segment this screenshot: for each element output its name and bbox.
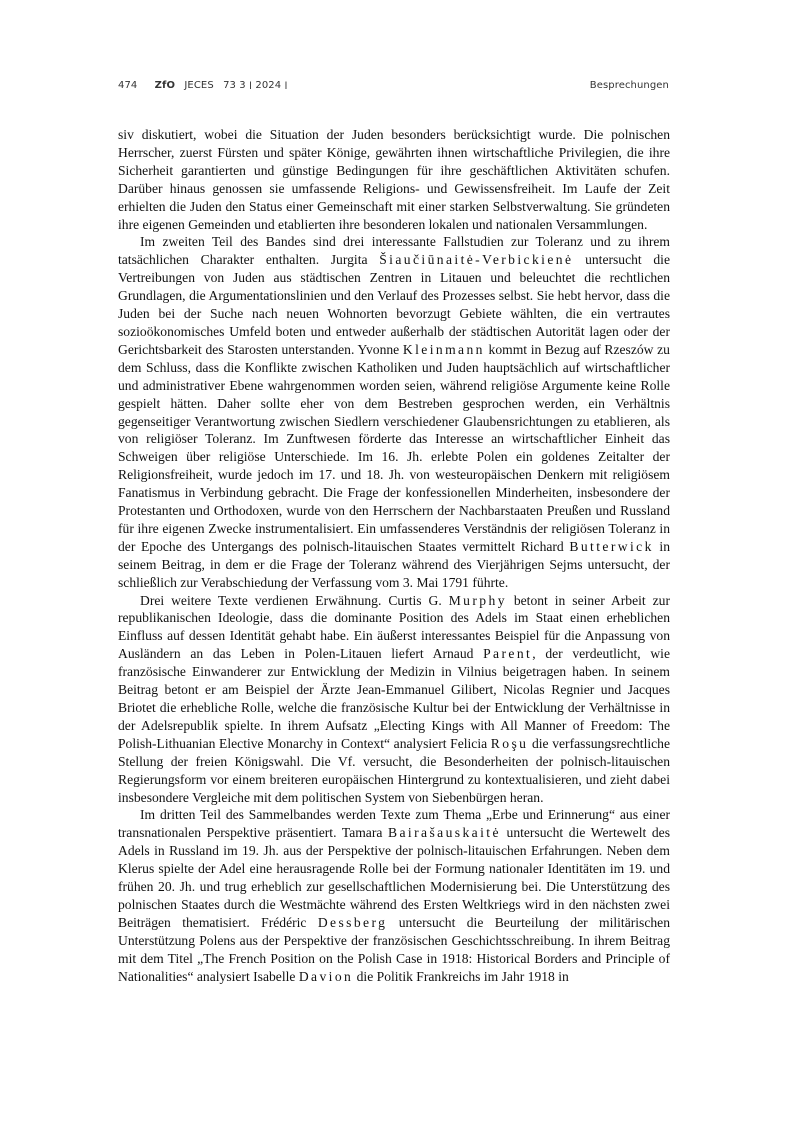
running-head bbox=[118, 77, 669, 93]
author-name: Murphy bbox=[448, 592, 507, 608]
body-text bbox=[118, 126, 670, 986]
section-title: Besprechungen bbox=[589, 79, 669, 91]
page-number: 474 bbox=[118, 79, 138, 91]
paragraph bbox=[118, 126, 670, 233]
text-run: die verfassungsrechtliche Stellung der freien Königswahl. Die Vf. versucht, die Besonderheiten der polnisch-litauischen Regierungsform vor einem breiteren europäischen Hintergrund zu kontextualisieren, und zieht dabei insbesondere Vergleiche mit dem politischen System von Siebenbürgen heran. bbox=[118, 735, 670, 805]
author-name: Dessberg bbox=[317, 914, 388, 930]
author-name: Roşu bbox=[490, 735, 529, 751]
running-head-left bbox=[118, 80, 294, 91]
text-run: , der verdeutlicht, wie französische Einwanderer zur Entwicklung der Medizin in Vilnius beigetragen haben. In seinem Beitrag betont er am Beispiel der Ärzte Jean-Emmanuel Gilibert, Nicolas Regnier und Jacques Briotet die erhebliche Rolle, welche die französische Kultur bei der Entwicklung der Verhältnisse in der Adelsrepublik spielte. In ihrem Aufsatz „Electing Kings with All Manner of Freedom: The Polish-Lithuanian Elective Monarchy in Context“ analysiert Felicia bbox=[118, 646, 670, 751]
text-run: untersucht die Vertreibungen von Juden aus städtischen Zentren in Litauen und beleuchtet die rechtlichen Grundlagen, die Argumentationslinien und den Verlauf des Prozesses selbst. Sie hebt hervor, dass die Juden bei der Suche nach neuen Wohnorten bevorzugt Gebiete wählten, die ein vertrautes sozioökonomisches Umfeld boten und entweder außerhalb der städtischen Autorität lagen oder der Gerichtsbarkeit des Starosten unterstanden. Yvonne bbox=[118, 252, 670, 357]
paragraph bbox=[118, 806, 670, 985]
text-run: siv diskutiert, wobei die Situation der Juden besonders berücksichtigt wurde. Die polnischen Herrscher, zuerst Fürsten und später Könige, gewährten ihnen wirtschaftliche Privilegien, die ihre Sicherheit garantierten und günstige Bedingungen für ihre geschäftlichen Aktivitäten schufen. Darüber hinaus genossen sie umfassende Religions- und Gewissensfreiheit. Im Laufe der Zeit erhielten die Juden den Status einer Gemeinschaft mit einer starken Selbstverwaltung. Sie gründeten ihre eigenen Gemeinden und etablierten ihre besonderen lokalen und nationalen Versammlungen. bbox=[118, 127, 670, 232]
paragraph bbox=[118, 233, 670, 591]
volume-issue: 73 ׀ 2024 ׀ 3 bbox=[223, 79, 288, 91]
author-name: Bairašauskaitė bbox=[388, 825, 501, 841]
text-run: Im zweiten Teil des Bandes sind drei interessante Fallstudien zur Toleranz und zu ihrem tatsächlichen Charakter enthalten. Jurgita bbox=[118, 234, 670, 268]
journal-name: ZfO bbox=[154, 79, 176, 91]
text-run: Im dritten Teil des Sammelbandes werden Texte zum Thema „Erbe und Erinnerung“ aus einer transnationalen Perspektive präsentiert. Tamara bbox=[118, 807, 670, 841]
author-name: Butterwick bbox=[569, 538, 654, 554]
author-name: Kleinmann bbox=[402, 341, 485, 357]
text-run: in seinem Beitrag, in dem er die Frage der Toleranz während des Vierjährigen Sejms untersucht, der schließlich zur Verabschiedung der Verfassung vom 3. Mai 1791 führte. bbox=[118, 538, 670, 590]
text-run: betont in seiner Arbeit zur republikanischen Ideologie, dass die dominante Position des Adels im Staat einen erheblichen Einfluss auf dessen Identität gehabt habe. Ein äußerst interessantes Beispiel für die Anpassung von Ausländern an das Leben in Polen-Litauen liefert Arnaud bbox=[118, 592, 671, 662]
text-run: die Politik Frankreichs im Jahr 1918 in bbox=[353, 968, 569, 984]
text-run: Drei weitere Texte verdienen Erwähnung. Curtis G. bbox=[140, 592, 449, 608]
paragraph bbox=[118, 592, 670, 807]
author-name: Parent bbox=[483, 646, 533, 662]
author-name: Šiaučiūnaitė-Verbickienė bbox=[379, 252, 574, 268]
text-run: untersucht die Wertewelt des Adels in Russland im 19. Jh. aus der Perspektive der polnisch-litauischen Erfahrungen. Neben dem Klerus spielte der Adel eine herausragende Rolle bei der Formung nationaler Identitäten im 19. und frühen 20. Jh. und trug erheblich zur gesellschaftlichen Modernisierung bei. Die Unterstützung des polnischen Staates durch die Westmächte während des Ersten Weltkriegs wird in den nächsten zwei Beiträgen thematisiert. Frédéric bbox=[118, 825, 671, 930]
journal-subtitle: JECES bbox=[184, 79, 214, 91]
author-name: Davion bbox=[298, 968, 354, 984]
text-run: kommt in Bezug auf Rzeszów zu dem Schluss, dass die Konflikte zwischen Katholiken und Juden hauptsächlich auf wirtschaftlicher und administrativer Ebene wahrgenommen worden seien, während religiöse Argumente keine Rolle gespielt hätten. Daher sollte eher von dem Bestreben gesprochen werden, ein Verhältnis gegenseitiger Verantwortung zwischen Siedlern verschiedener Glaubensrichtungen zu etablieren, als von religiöser Toleranz. Im Zunftwesen förderte das Interesse an wirtschaftlicher Einheit das Schweigen über religiöse Unterschiede. Im 16. Jh. erlebte Polen ein goldenes Zeitalter der Religionsfreiheit, wurde jedoch im 17. und 18. Jh. von westeuropäischen Denkern mit religiösem Fanatismus in Verbindung gebracht. Die Frage der konfessionellen Minderheiten, insbesondere der Protestanten und Orthodoxen, wurde von den Herrschern der Nachbarstaaten Preußen und Russland für ihre eigenen Zwecke instrumentalisiert. Ein umfassenderes Verständnis der religiösen Toleranz in der Epoche des Untergangs des polnisch-litauischen Staates vermittelt Richard bbox=[118, 341, 670, 554]
text-run: untersucht die Beurteilung der militärischen Unterstützung Polens aus der Perspektive der französischen Geschichtsschreibung. In ihrem Beitrag mit dem Titel „The French Position on the Polish Case in 1918: Historical Borders and Principle of Nationalities“ analysiert Isabelle bbox=[118, 914, 670, 984]
